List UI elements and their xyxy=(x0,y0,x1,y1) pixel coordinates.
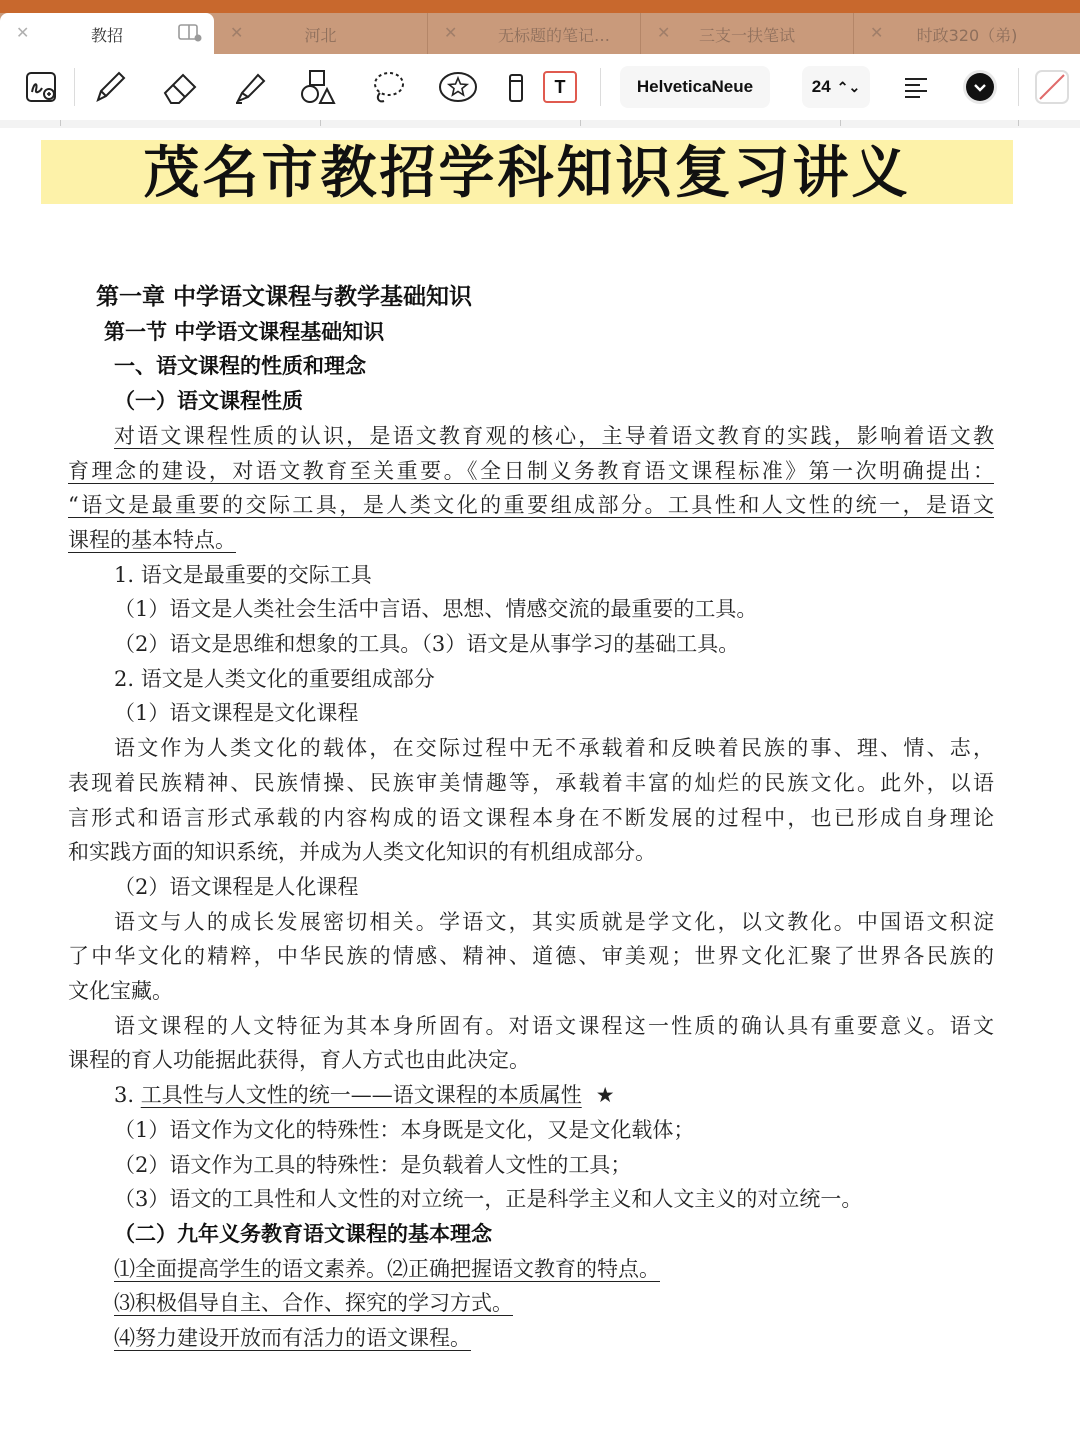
marker-icon[interactable] xyxy=(500,66,526,108)
paragraph-line: 课程的育人功能据此获得，育人方式也由此决定。 xyxy=(68,1048,530,1073)
star-icon: ★ xyxy=(595,1083,615,1108)
close-tab-icon[interactable]: ✕ xyxy=(870,23,884,42)
tab-bar xyxy=(0,13,1080,54)
chapter-heading: 第一章 中学语文课程与教学基础知识 xyxy=(96,283,473,310)
paragraph-line: 了中华文化的精粹，中华民族的情感、精神、道德、审美观；世界文化汇聚了世界各民族的 xyxy=(68,944,994,969)
close-tab-icon[interactable]: ✕ xyxy=(230,23,244,42)
shapes-icon[interactable] xyxy=(296,66,340,108)
align-left-icon[interactable] xyxy=(894,66,938,108)
paragraph-line: 语文与人的成长发展密切相关。学语文，其实质就是学文化，以文教化。中国语文积淀 xyxy=(114,909,994,934)
split-view-icon[interactable] xyxy=(178,23,202,47)
principle-item: ⑶积极倡导自主、合作、探究的学习方式。 xyxy=(114,1291,513,1316)
list-item: 1. 语文是最重要的交际工具 xyxy=(114,562,372,587)
tab-label: 三支一扶笔试 xyxy=(698,26,795,45)
list-item-key-point xyxy=(114,1078,615,1113)
lasso-zoom-icon[interactable] xyxy=(20,66,64,108)
subsection-heading: 一、语文课程的性质和理念 xyxy=(114,353,366,379)
tab-label: 河北 xyxy=(304,26,337,45)
paragraph-line: 文化宝藏。 xyxy=(68,979,173,1003)
status-strip xyxy=(0,0,1080,13)
paragraph-line: 语文作为人类文化的载体，在交际过程中无不承载着和反映着民族的事、理、情、志， xyxy=(114,736,994,761)
ruler xyxy=(0,120,1080,128)
background-color-swatch[interactable] xyxy=(1030,66,1074,108)
eraser-icon[interactable] xyxy=(158,66,202,108)
subsection-heading: （一）语文课程性质 xyxy=(114,388,303,414)
paragraph-line: 对语文课程性质的认识，是语文教育观的核心，主导着语文教育的实践，影响着语文教 xyxy=(114,423,994,448)
close-tab-icon[interactable]: ✕ xyxy=(16,23,30,42)
toolbar-divider xyxy=(1018,68,1019,106)
subsection-heading: （二）九年义务教育语文课程的基本理念 xyxy=(114,1220,492,1246)
paragraph-line: 表现着民族精神、民族情操、民族审美情趣等，承载着丰富的灿烂的民族文化。此外，以语 xyxy=(68,770,994,795)
tab-label: 时政320（弟) xyxy=(916,26,1018,45)
tab-label: 教招 xyxy=(90,26,123,45)
paragraph-line: 言形式和语言形式承载的内容构成的语文课程本身在不断发展的过程中，也已形成自身理论 xyxy=(68,805,994,830)
list-item: （2）语文课程是人化课程 xyxy=(114,874,359,899)
pen-icon[interactable] xyxy=(88,66,132,108)
list-item: 2. 语文是人类文化的重要组成部分 xyxy=(114,666,435,691)
highlighter-icon[interactable] xyxy=(228,66,272,108)
underlined-key-point: 工具性与人文性的统一——语文课程的本质属性 xyxy=(140,1083,582,1108)
list-item: （1）语文课程是文化课程 xyxy=(114,701,359,726)
text-color-swatch[interactable] xyxy=(958,66,1002,108)
list-item: （2）语文是思维和想象的工具。（3）语文是从事学习的基础工具。 xyxy=(114,632,740,656)
section-heading: 第一节 中学语文课程基础知识 xyxy=(104,318,385,344)
tab-jiaozhao[interactable] xyxy=(0,13,214,54)
tab-label: 无标题的笔记… xyxy=(497,26,610,45)
toolbar-divider xyxy=(600,68,601,106)
font-size-value: 24 xyxy=(811,77,831,96)
tab-untitled-note[interactable] xyxy=(428,13,641,54)
tab-current-affairs[interactable] xyxy=(854,13,1080,54)
paragraph-line: 语文课程的人文特征为其本身所固有。对语文课程这一性质的确认具有重要意义。语文 xyxy=(114,1013,994,1038)
list-item: （1）语文作为文化的特殊性：本身既是文化，又是文化载体； xyxy=(114,1117,695,1142)
close-tab-icon[interactable]: ✕ xyxy=(444,23,458,42)
list-item: （2）语文作为工具的特殊性：是负载着人文性的工具； xyxy=(114,1152,632,1177)
toolbar-divider xyxy=(74,68,75,106)
text-tool-button[interactable] xyxy=(538,66,582,108)
paragraph-line: 课程的基本特点。 xyxy=(68,527,236,552)
close-tab-icon[interactable]: ✕ xyxy=(657,23,671,42)
text-icon: T xyxy=(543,71,577,103)
paragraph-line: 和实践方面的知识系统，并成为人类文化知识的有机组成部分。 xyxy=(68,840,656,865)
chevron-updown-icon: ⌃⌄ xyxy=(836,78,861,95)
principle-item: ⑴全面提高学生的语文素养。⑵正确把握语文教育的特点。 xyxy=(114,1256,660,1281)
list-item: （3）语文的工具性和人文性的对立统一，正是科学主义和人文主义的对立统一。 xyxy=(114,1187,863,1212)
principle-item: ⑷努力建设开放而有活力的语文课程。 xyxy=(114,1326,471,1350)
tab-hebei[interactable] xyxy=(214,13,428,54)
list-item: （1）语文是人类社会生活中言语、思想、情感交流的最重要的工具。 xyxy=(114,597,758,622)
lasso-icon[interactable] xyxy=(366,66,410,108)
sticker-icon[interactable] xyxy=(436,66,480,108)
font-family-selector[interactable]: HelveticaNeue xyxy=(620,66,770,108)
paragraph-line: 育理念的建设，对语文教育至关重要。《全日制义务教育语文课程标准》第一次明确提出： xyxy=(68,458,994,483)
paragraph-line: “语文是最重要的交际工具，是人类文化的重要组成部分。工具性和人文性的统一，是语文 xyxy=(68,493,994,518)
tab-sanzhi-yifu[interactable] xyxy=(641,13,854,54)
toolbar xyxy=(0,54,1080,121)
list-number: 3. xyxy=(114,1083,141,1108)
font-size-selector[interactable] xyxy=(802,66,870,108)
document-title: 茂名市教招学科知识复习讲义 xyxy=(143,140,911,206)
